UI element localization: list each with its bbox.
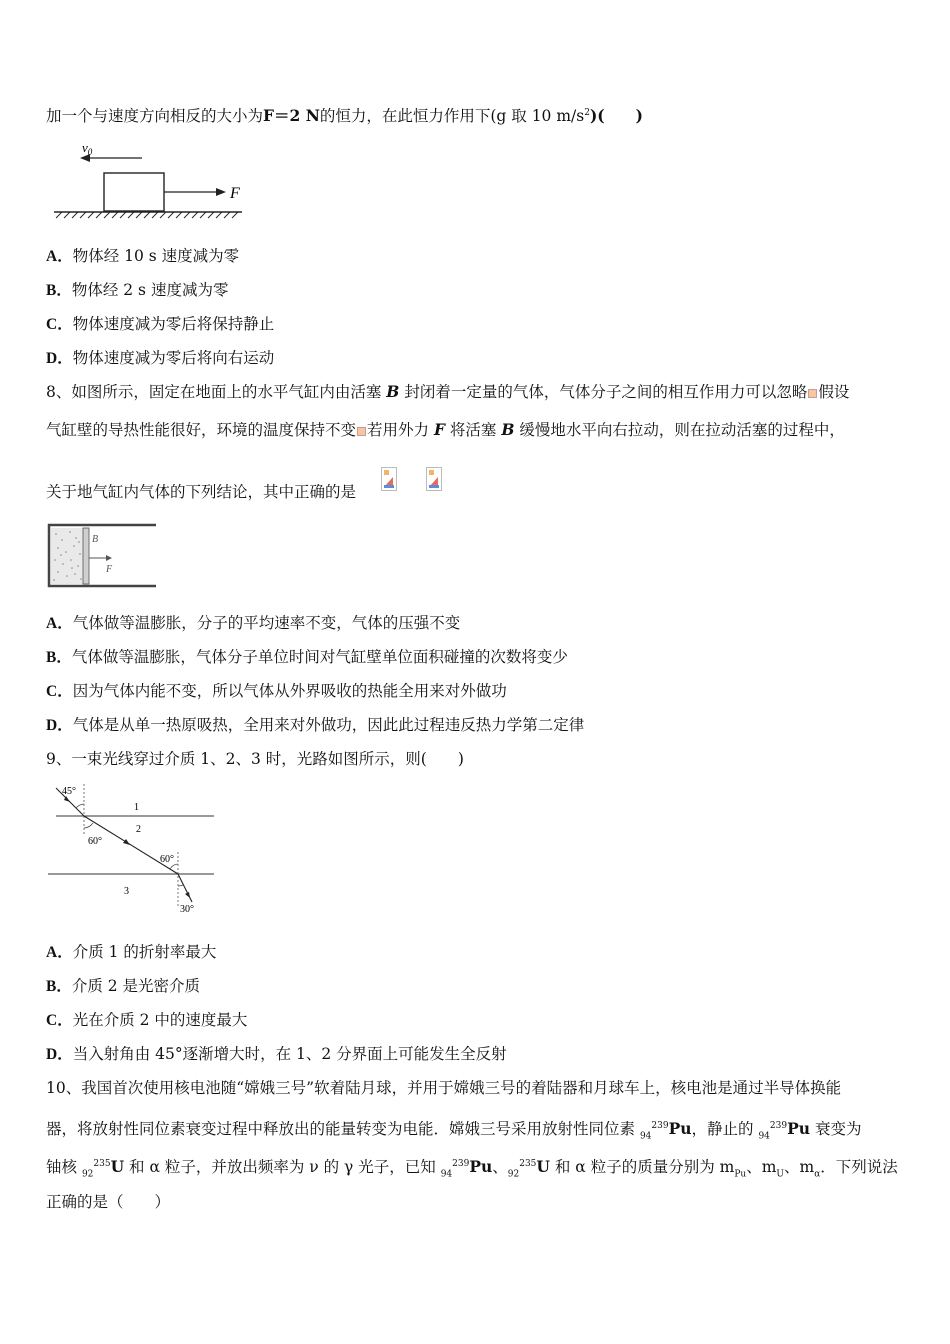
q9-text: 9、一束光线穿过介质 1、2、3 时，光路如图所示，则( ): [46, 750, 464, 768]
pu-mass-number: 239: [452, 1159, 470, 1169]
pu-mass-number: 239: [651, 1121, 669, 1131]
pu-mass-number: 239: [769, 1121, 788, 1131]
q9-option-d[interactable]: [46, 1044, 507, 1065]
q7-stem-sup: 2: [584, 108, 590, 118]
option-letter: B．: [46, 978, 72, 995]
angle-label-60b: 60°: [160, 854, 174, 865]
option-letter: C．: [46, 1012, 73, 1029]
q10-text: 、: [492, 1158, 508, 1177]
q8-option-c[interactable]: [46, 681, 507, 702]
q7-option-c[interactable]: [46, 314, 274, 335]
q10-text: 衰变为: [810, 1120, 862, 1139]
q7-force-value: F＝2 N: [263, 106, 320, 126]
option-letter: A．: [46, 248, 73, 265]
q8-figure: [46, 522, 161, 590]
q8-fig-f-label: F: [106, 564, 113, 575]
q7-stem-text-c: 的恒力，在此恒力作用下(g 取 10 m/s: [319, 107, 585, 126]
q9-option-c[interactable]: [46, 1010, 247, 1031]
angle-arc: [84, 823, 93, 828]
option-letter: C．: [46, 316, 73, 333]
q10-text: 铀核: [46, 1158, 82, 1177]
q8-option-a[interactable]: [46, 613, 460, 634]
q10-text: 和 α 粒子，并放出频率为 ν 的 γ 光子，已知: [124, 1158, 441, 1177]
broken-image-icon: [426, 467, 442, 491]
option-text: 气体是从单一热原吸热，全用来对外做功，因此此过程违反热力学第二定律: [72, 716, 585, 734]
q8-text: 8、如图所示，固定在地面上的水平气缸内由活塞: [46, 383, 387, 401]
q7-option-a[interactable]: [46, 246, 239, 267]
option-letter: D．: [46, 1046, 73, 1063]
q8-text: 缓慢地水平向右拉动，则在拉动活塞的过程中，: [514, 421, 845, 439]
q8-stem-line1: [46, 382, 849, 402]
medium-label-2: 2: [136, 824, 141, 835]
block: [104, 173, 164, 211]
u-mass-number: 235: [519, 1159, 537, 1169]
option-letter: B．: [46, 282, 72, 299]
mass-sub-pu: Pu: [734, 1169, 747, 1180]
angle-arc: [178, 885, 183, 886]
u-symbol: U: [536, 1157, 550, 1177]
option-text: 物体经 2 s 速度减为零: [71, 281, 229, 299]
angle-label-30: 30°: [180, 904, 194, 915]
option-text: 气体做等温膨胀，分子的平均速率不变，气体的压强不变: [72, 614, 461, 632]
option-text: 光在介质 2 中的速度最大: [72, 1011, 248, 1029]
force-arrow-head: [216, 188, 226, 196]
broken-image-icon: [357, 427, 366, 436]
q8-option-b[interactable]: [46, 647, 568, 668]
angle-label-45: 45°: [62, 786, 76, 797]
q9-stem: [46, 749, 464, 769]
q8-piston-b: B: [386, 382, 400, 401]
pu-symbol: Pu: [469, 1157, 493, 1177]
mass-sub-alpha: α: [814, 1169, 821, 1180]
q10-text: 正确的是（ ）: [46, 1193, 171, 1211]
pu-atomic-number: 94: [639, 1131, 652, 1142]
broken-image-icon: [808, 389, 817, 398]
option-letter: A．: [46, 944, 73, 961]
ray-arrow: [185, 892, 190, 898]
q7-f-label: F: [230, 185, 240, 202]
q8-text: 假设: [818, 383, 850, 401]
option-letter: D．: [46, 350, 73, 367]
q7-stem: [46, 103, 643, 126]
q8-stem-line2: [46, 420, 845, 440]
option-letter: D．: [46, 717, 73, 734]
q10-text: 器，将放射性同位素衰变过程中释放出的能量转变为电能．嫦娥三号采用放射性同位素: [46, 1120, 640, 1139]
q9-option-a[interactable]: [46, 942, 216, 963]
q7-v-label: $v_0$: [82, 140, 93, 157]
option-text: 当入射角由 45°逐渐增大时，在 1、2 分界面上可能发生全反射: [72, 1045, 507, 1063]
q9-figure: [46, 782, 221, 918]
q8-fig-b-label: B: [92, 534, 99, 545]
medium-label-1: 1: [134, 802, 139, 813]
u-mass-number: 235: [93, 1159, 111, 1169]
pu-atomic-number: 94: [440, 1169, 453, 1180]
q9-option-b[interactable]: [46, 976, 200, 997]
q10-text: ，静止的: [691, 1120, 759, 1139]
option-text: 气体做等温膨胀，气体分子单位时间对气缸壁单位面积碰撞的次数将变少: [71, 648, 568, 666]
mass-sub-u: U: [776, 1169, 784, 1180]
option-text: 物体速度减为零后将向右运动: [72, 349, 275, 367]
q8-text: 若用外力: [367, 421, 434, 439]
option-text: 介质 1 的折射率最大: [72, 943, 217, 961]
q10-stem-line1: [46, 1078, 841, 1098]
q7-stem-text-a: 加一个与速度方向相反的大小为: [46, 107, 264, 126]
q7-option-d[interactable]: [46, 348, 274, 369]
q8-stem-line3: [46, 482, 356, 502]
option-letter: C．: [46, 683, 73, 700]
pu-symbol: Pu: [668, 1119, 692, 1139]
q8-force-f: F: [433, 420, 445, 439]
option-text: 因为气体内能不变，所以气体从外界吸收的热能全用来对外做功: [72, 682, 507, 700]
q8-text: 将活塞: [444, 421, 502, 439]
broken-image-icon: [381, 467, 397, 491]
q10-text: 和 α 粒子的质量分别为 m: [549, 1158, 735, 1177]
pu-atomic-number: 94: [758, 1131, 770, 1142]
piston-b: [83, 528, 89, 584]
option-letter: B．: [46, 649, 72, 666]
q8-option-d[interactable]: [46, 715, 584, 736]
u-atomic-number: 92: [81, 1169, 94, 1180]
q10-text: 、m: [783, 1158, 815, 1177]
q7-option-b[interactable]: [46, 280, 228, 301]
q10-stem-line2: [46, 1116, 861, 1146]
q8-text: 关于地气缸内气体的下列结论，其中正确的是: [46, 483, 357, 501]
q7-stem-text-d: )( ): [589, 106, 643, 126]
option-letter: A．: [46, 615, 73, 632]
option-text: 物体速度减为零后将保持静止: [72, 315, 275, 333]
q8-text: 封闭着一定量的气体，气体分子之间的相互作用力可以忽略: [399, 383, 808, 401]
pu-symbol: Pu: [787, 1119, 811, 1139]
angle-arc: [76, 804, 84, 808]
q10-text: ．下列说法: [820, 1158, 898, 1177]
q10-text: 、m: [746, 1158, 777, 1177]
angle-label-60a: 60°: [88, 836, 102, 847]
ray-arrow: [123, 839, 130, 845]
option-text: 介质 2 是光密介质: [71, 977, 201, 995]
q8-piston-b: B: [501, 420, 515, 439]
q7-figure: [50, 140, 250, 220]
ground-hatch: [56, 212, 238, 218]
q8-text: 气缸壁的导热性能很好，环境的温度保持不变: [46, 421, 357, 439]
pull-arrow-head: [106, 555, 112, 561]
q10-text: 10、我国首次使用核电池随“嫦娥三号”软着陆月球，并用于嫦娥三号的着陆器和月球车上，核电池是通过半导体换能: [46, 1079, 842, 1097]
medium-label-3: 3: [124, 886, 129, 897]
u-symbol: U: [110, 1157, 125, 1177]
q10-stem-line4: [46, 1192, 170, 1212]
u-atomic-number: 92: [507, 1169, 520, 1180]
q10-stem-line3: [46, 1154, 898, 1184]
option-text: 物体经 10 s 速度减为零: [72, 247, 240, 265]
